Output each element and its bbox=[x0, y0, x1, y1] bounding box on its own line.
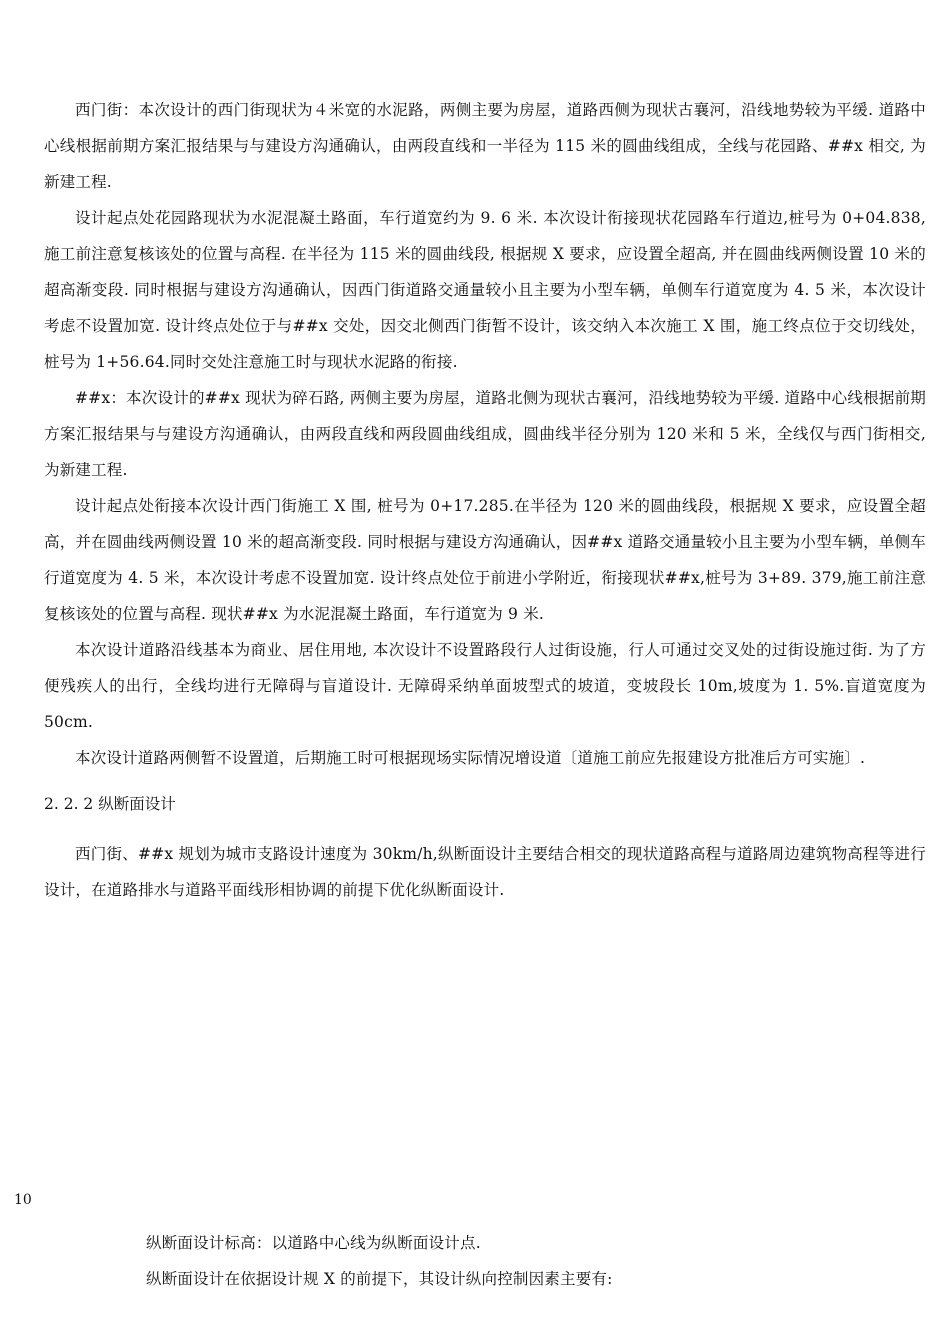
next-page-content bbox=[146, 1225, 926, 1297]
next-page-line-control-factors: 纵断面设计在依据设计规 X 的前提下，其设计纵向控制因素主要有: bbox=[146, 1270, 613, 1288]
paragraph-ximen-street-overview: 西门街：本次设计的西门街现状为４米宽的水泥路，两侧主要为房屋，道路西侧为现状古襄河，沿线地势较为平缓. 道路中心线根据前期方案汇报结果与与建设方沟通确认，由两段直线和一半径为 115 米的圆曲线组成，全线与花园路、##x 相交, 为新建工程. bbox=[44, 101, 926, 191]
paragraph-xx-road-overview: ##x：本次设计的##x 现状为碎石路, 两侧主要为房屋，道路北侧为现状古襄河，沿线地势较为平缓. 道路中心线根据前期方案汇报结果与与建设方沟通确认，由两段直线和两段圆曲线组成，圆曲线半径分别为 120 米和 5 米，全线仅与西门街相交, 为新建工程. bbox=[44, 389, 926, 479]
document-body bbox=[44, 92, 926, 908]
paragraph-sidewalk: 本次设计道路两侧暂不设置道，后期施工时可根据现场实际情况增设道〔道施工前应先报建设方批准后方可实施〕. bbox=[75, 749, 866, 767]
next-page-line-design-elevation: 纵断面设计标高：以道路中心线为纵断面设计点. bbox=[146, 1234, 481, 1252]
paragraph-xx-road-design: 设计起点处衔接本次设计西门街施工 X 围, 桩号为 0+17.285.在半径为 120 米的圆曲线段，根据规 X 要求，应设置全超高，并在圆曲线两侧设置 10 米的超高渐变段. 同时根据与建设方沟通确认，因##x 道路交通量较小且主要为小型车辆，单侧车行道宽度为 4. 5 米，本次设计考虑不设置加宽. 设计终点处位于前进小学附近，衔接现状##x,桩号为 3+89. 379,施工前注意复核该处的位置与高程. 现状##x 为水泥混凝土路面，车行道宽为 9 米. bbox=[44, 497, 926, 623]
section-heading-longitudinal-profile: 2. 2. 2 纵断面设计 bbox=[44, 795, 176, 813]
paragraph-accessibility: 本次设计道路沿线基本为商业、居住用地, 本次设计不设置路段行人过街设施，行人可通过交叉处的过街设施过街. 为了方便残疾人的出行，全线均进行无障碍与盲道设计. 无障碍采纳单面坡型式的坡道，变坡段长 10m,坡度为 1. 5%.盲道宽度为 50cm. bbox=[44, 641, 926, 731]
paragraph-longitudinal-profile: 西门街、##x 规划为城市支路设计速度为 30km/h,纵断面设计主要结合相交的现状道路高程与道路周边建筑物高程等进行设计，在道路排水与道路平面线形相协调的前提下优化纵断面设计. bbox=[44, 845, 926, 899]
paragraph-ximen-street-design: 设计起点处花园路现状为水泥混凝土路面，车行道宽约为 9. 6 米. 本次设计衔接现状花园路车行道边,桩号为 0+04.838,施工前注意复核该处的位置与高程. 在半径为 115 米的圆曲线段, 根据规 X 要求，应设置全超高, 并在圆曲线两侧设置 10 米的超高渐变段. 同时根据与建设方沟通确认，因西门街道路交通量较小且主要为小型车辆，单侧车行道宽度为 4. 5 米，本次设计考虑不设置加宽. 设计终点处位于与##x 交处，因交北侧西门街暂不设计，该交纳入本次施工 X 围，施工终点位于交切线处，桩号为 1+56.64.同时交处注意施工时与现状水泥路的衔接. bbox=[44, 209, 926, 371]
page-number: 10 bbox=[14, 1192, 32, 1208]
